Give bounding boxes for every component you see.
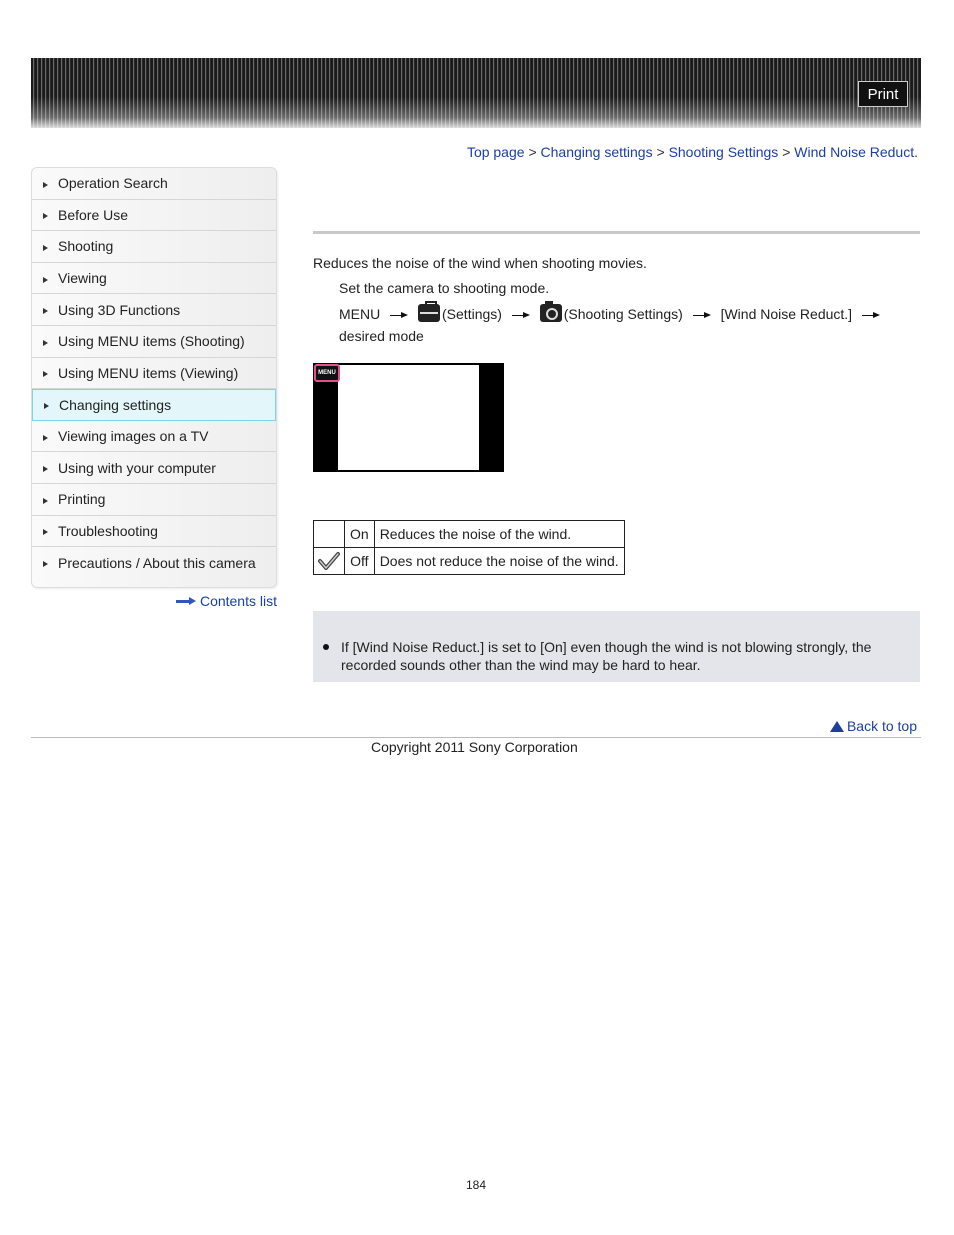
triangle-right-icon xyxy=(43,277,48,283)
breadcrumb xyxy=(467,144,918,160)
triangle-right-icon xyxy=(43,498,48,504)
triangle-right-icon xyxy=(43,561,48,567)
triangle-up-icon xyxy=(830,721,844,732)
sidebar-item-computer[interactable] xyxy=(32,452,276,484)
sidebar-item-label: Using MENU items (Shooting) xyxy=(58,333,245,350)
triangle-right-icon xyxy=(43,466,48,472)
sidebar-item-label: Viewing xyxy=(58,270,107,287)
step-1: Set the camera to shooting mode. xyxy=(339,280,550,296)
sidebar-item-label: Using 3D Functions xyxy=(58,301,181,318)
sidebar-item-viewing[interactable] xyxy=(32,263,276,295)
header-banner xyxy=(31,58,921,128)
note-box xyxy=(313,611,920,682)
sidebar-item-menu-viewing[interactable] xyxy=(32,358,276,390)
sidebar-item-label: Operation Search xyxy=(58,175,168,192)
triangle-right-icon xyxy=(43,529,48,535)
breadcrumb-wind-noise-reduct[interactable]: Wind Noise Reduct. xyxy=(794,144,918,160)
breadcrumb-separator: > xyxy=(782,144,791,160)
sidebar-item-label: Troubleshooting xyxy=(58,522,158,539)
footer-divider xyxy=(31,737,921,738)
triangle-right-icon xyxy=(43,245,48,251)
sidebar-item-before-use[interactable] xyxy=(32,200,276,232)
arrow-right-icon xyxy=(512,312,530,318)
triangle-right-icon xyxy=(43,371,48,377)
options-table xyxy=(313,520,625,575)
triangle-right-icon xyxy=(43,435,48,441)
sidebar-item-3d-functions[interactable] xyxy=(32,294,276,326)
toolbox-icon xyxy=(418,304,440,322)
sidebar-item-viewing-tv[interactable] xyxy=(32,421,276,453)
sidebar-item-printing[interactable] xyxy=(32,484,276,516)
table-row xyxy=(314,548,625,575)
back-to-top-label: Back to top xyxy=(846,718,917,734)
print-button[interactable]: Print xyxy=(858,81,908,107)
sidebar-item-label: Precautions / About this camera xyxy=(58,554,256,571)
sidebar-item-menu-shooting[interactable] xyxy=(32,326,276,358)
breadcrumb-separator: > xyxy=(528,144,537,160)
sidebar-item-precautions[interactable] xyxy=(32,547,276,579)
checkmark-icon xyxy=(318,551,340,571)
camera-settings-icon xyxy=(540,304,562,322)
menu-button-icon: MENU xyxy=(314,364,340,382)
back-to-top-link[interactable] xyxy=(830,718,917,734)
sidebar-item-label: Changing settings xyxy=(59,396,172,413)
step-2 xyxy=(339,303,919,347)
bullet-icon xyxy=(323,644,329,650)
default-mark-cell xyxy=(314,548,345,575)
sidebar-item-troubleshooting[interactable] xyxy=(32,516,276,548)
default-mark-cell xyxy=(314,521,345,548)
sidebar-item-label: Before Use xyxy=(58,206,129,223)
breadcrumb-changing-settings[interactable]: Changing settings xyxy=(540,144,653,160)
option-description: Reduces the noise of the wind. xyxy=(374,521,624,548)
arrow-right-icon xyxy=(693,312,711,318)
breadcrumb-shooting-settings[interactable]: Shooting Settings xyxy=(668,144,779,160)
copyright-text: Copyright 2011 Sony Corporation xyxy=(371,739,578,755)
note-item xyxy=(323,638,903,674)
contents-list-link[interactable] xyxy=(176,593,277,609)
arrow-right-icon xyxy=(390,312,408,318)
sidebar-item-label: Viewing images on a TV xyxy=(58,428,209,445)
table-row xyxy=(314,521,625,548)
triangle-right-icon xyxy=(43,340,48,346)
title-divider xyxy=(313,231,920,234)
triangle-right-icon xyxy=(43,308,48,314)
sidebar-item-label: Using with your computer xyxy=(58,459,216,476)
triangle-right-icon xyxy=(43,213,48,219)
settings-text: (Settings) xyxy=(442,306,502,322)
sidebar-nav xyxy=(31,167,277,588)
sidebar-item-shooting[interactable] xyxy=(32,231,276,263)
camera-screen-illustration xyxy=(313,363,504,472)
sidebar-item-label: Using MENU items (Viewing) xyxy=(58,364,239,381)
contents-list-label: Contents list xyxy=(199,593,277,609)
desired-mode-text: desired mode xyxy=(339,328,424,344)
triangle-right-icon xyxy=(43,182,48,188)
arrow-right-icon xyxy=(176,597,196,605)
breadcrumb-separator: > xyxy=(656,144,665,160)
breadcrumb-top-page[interactable]: Top page xyxy=(466,144,525,160)
triangle-right-icon xyxy=(44,403,49,409)
sidebar-item-label: Printing xyxy=(58,491,106,508)
option-value: Off xyxy=(345,548,375,575)
page-number: 184 xyxy=(466,1178,487,1192)
shooting-settings-text: (Shooting Settings) xyxy=(563,306,683,322)
intro-text: Reduces the noise of the wind when shooting movies. xyxy=(313,255,647,271)
screen-display-area xyxy=(338,365,479,470)
arrow-right-icon xyxy=(862,312,880,318)
sidebar-item-label: Shooting xyxy=(58,238,114,255)
sidebar-item-changing-settings[interactable] xyxy=(32,389,276,421)
option-value: On xyxy=(345,521,375,548)
note-text: If [Wind Noise Reduct.] is set to [On] even though the wind is not blowing strongly, the recorded sounds other than the wind may be hard to hear. xyxy=(341,639,872,673)
menu-text: MENU xyxy=(339,306,381,322)
sidebar-item-operation-search[interactable] xyxy=(32,168,276,200)
option-description: Does not reduce the noise of the wind. xyxy=(374,548,624,575)
menu-item-text: [Wind Noise Reduct.] xyxy=(720,306,853,322)
